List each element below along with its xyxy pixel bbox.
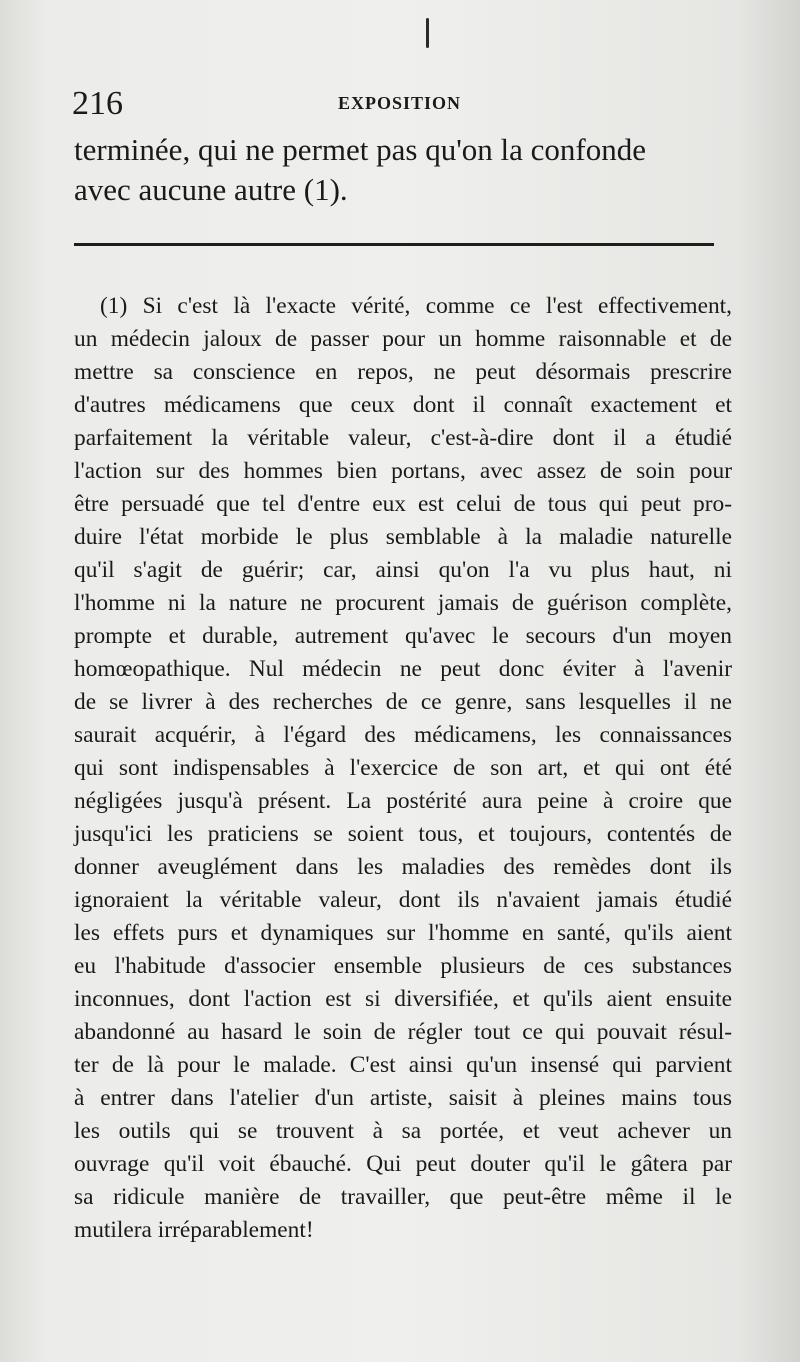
footnote-line: eu l'habitude d'associer ensemble plusieurs de ces substances: [74, 953, 732, 979]
footnote-line: l'homme ni la nature ne procurent jamais de guérison complète,: [74, 590, 732, 616]
footnote-line: inconnues, dont l'action est si diversifiée, et qu'ils aient ensuite: [74, 986, 732, 1012]
footnote-line: prompte et durable, autrement qu'avec le secours d'un moyen: [74, 623, 732, 649]
footnote-line: les outils qui se trouvent à sa portée, et veut achever un: [74, 1118, 732, 1144]
footnote-rule: [74, 243, 714, 246]
page-header: [72, 84, 732, 124]
footnote-line: l'action sur des hommes bien portans, avec assez de soin pour: [74, 458, 732, 484]
footnote-line: donner aveuglément dans les maladies des remèdes dont ils: [74, 854, 732, 880]
footnote-line: un médecin jaloux de passer pour un homme raisonnable et de: [74, 326, 732, 352]
footnote-line: parfaitement la véritable valeur, c'est-à-dire dont il a étudié: [74, 425, 732, 451]
footnote-line: sa ridicule manière de travailler, que peut-être même il le: [74, 1184, 732, 1210]
footnote-line: les effets purs et dynamiques sur l'homme en santé, qu'ils aient: [74, 920, 732, 946]
footnote-line: d'autres médicamens que ceux dont il connaît exactement et: [74, 392, 732, 418]
footnote-line: mettre sa conscience en repos, ne peut désormais prescrire: [74, 359, 732, 385]
footnote-line: (1) Si c'est là l'exacte vérité, comme ce l'est effectivement,: [100, 293, 732, 319]
footnote-line: duire l'état morbide le plus semblable à la maladie naturelle: [74, 524, 732, 550]
footnote-line: saurait acquérir, à l'égard des médicamens, les connaissances: [74, 722, 732, 748]
footnote-line: qu'il s'agit de guérir; car, ainsi qu'on l'a vu plus haut, ni: [74, 557, 732, 583]
footnote-line: être persuadé que tel d'entre eux est celui de tous qui peut pro-: [74, 491, 732, 517]
footnote-line: mutilera irréparablement!: [74, 1217, 314, 1243]
page-mark: [426, 18, 429, 48]
footnote-line: qui sont indispensables à l'exercice de son art, et qui ont été: [74, 755, 732, 781]
footnote-line: ignoraient la véritable valeur, dont ils n'avaient jamais étudié: [74, 887, 732, 913]
footnote-line: jusqu'ici les praticiens se soient tous, et toujours, contentés de: [74, 821, 732, 847]
footnote-line: ouvrage qu'il voit ébauché. Qui peut douter qu'il le gâtera par: [74, 1151, 732, 1177]
footnote-line: à entrer dans l'atelier d'un artiste, saisit à pleines mains tous: [74, 1085, 732, 1111]
body-text-line: avec aucune autre (1).: [74, 172, 348, 207]
footnote-line: abandonné au hasard le soin de régler tout ce qui pouvait résul-: [74, 1019, 732, 1045]
running-head: EXPOSITION: [338, 93, 462, 113]
footnote-line: homœopathique. Nul médecin ne peut donc éviter à l'avenir: [74, 656, 732, 682]
body-text-line: terminée, qui ne permet pas qu'on la confonde: [74, 132, 647, 167]
footnote-line: ter de là pour le malade. C'est ainsi qu'un insensé qui parvient: [74, 1052, 732, 1078]
footnote-line: négligées jusqu'à présent. La postérité aura peine à croire que: [74, 788, 732, 814]
footnote-line: de se livrer à des recherches de ce genre, sans lesquelles il ne: [74, 689, 732, 715]
page-number: 216: [72, 85, 123, 122]
